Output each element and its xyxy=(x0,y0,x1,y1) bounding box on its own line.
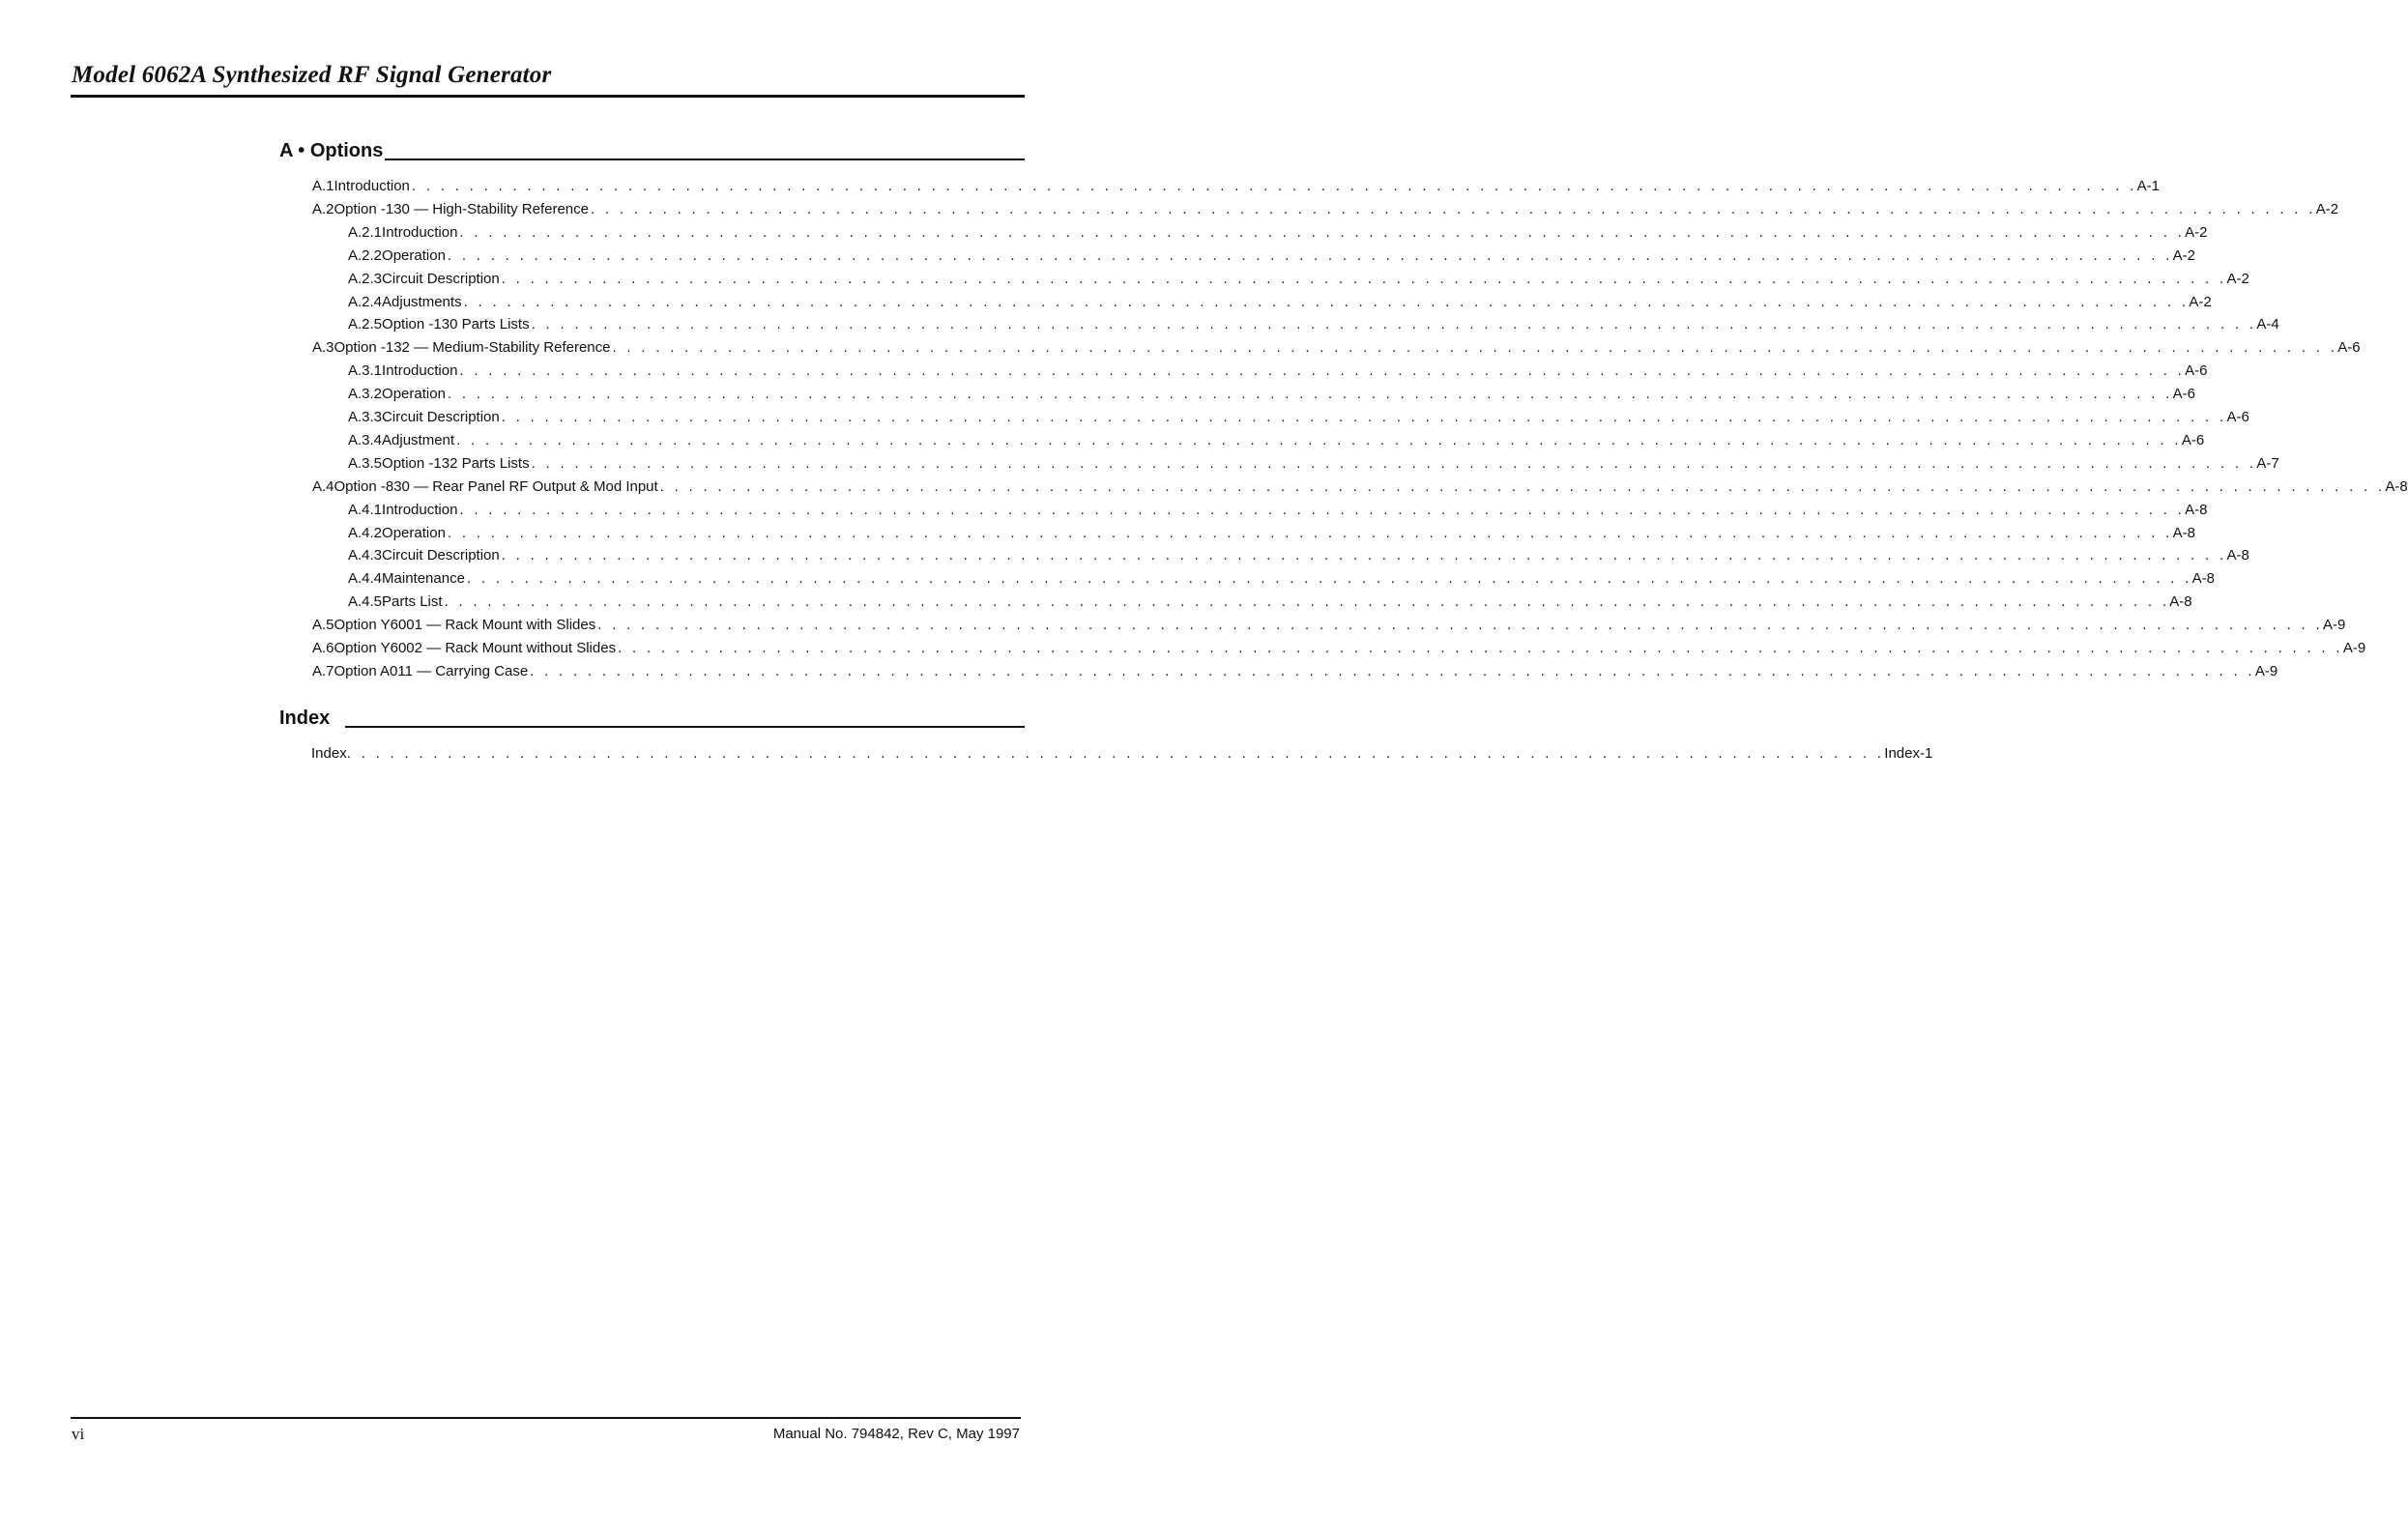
toc-entry-page: A-8 xyxy=(2172,524,2195,541)
toc-entry-title: Option -130 — High-Stability Reference xyxy=(334,200,589,217)
toc-entry-leader: . . . . . . . . . . . . . . . . . . . . . . . . . . . . . . . . . . . . . . . . . . . . . . . . . . . . . . . . . . . . . . . . . . . . . . . . . . . . . . . . . . . . . . . . . . . . . . . . . . . . . . . . . . . . . . . . . . . . . . . . xyxy=(597,616,2323,633)
toc-entry-number: A.2.5 xyxy=(348,315,383,332)
section-heading-index xyxy=(279,706,1025,729)
toc-entry-title: Circuit Description xyxy=(382,408,500,425)
toc-entry-number: A.6 xyxy=(312,639,334,656)
toc-entry-leader: . . . . . . . . . . . . . . . . . . . . . . . . . . . . . . . . . . . . . . . . . . . . . . . . . . . . . . . . . . . . . . . . . . . . . . . . . . . . . . . . . . . . . . . . . . . . . . . . . . . . . . . . . . . xyxy=(346,744,1885,762)
toc-entry-number: A.2 xyxy=(312,200,334,217)
header-rule xyxy=(71,95,1025,98)
toc-entry-title: Adjustment xyxy=(382,431,455,448)
toc-entry-title: Circuit Description xyxy=(382,546,500,563)
toc-entry-title: Operation xyxy=(382,385,446,402)
toc-entry-title: Option Y6001 — Rack Mount with Slides xyxy=(334,616,596,633)
toc-entry-leader: . . . . . . . . . . . . . . . . . . . . . . . . . . . . . . . . . . . . . . . . . . . . . . . . . . . . . . . . . . . . . . . . . . . . . . . . . . . . . . . . . . . . . . . . . . . . . . . . . . . . . . . . . . . . . . . . . . . . . . . . xyxy=(501,546,2227,563)
header-title: Model 6062A Synthesized RF Signal Generator xyxy=(72,62,552,88)
toc-entry-leader: . . . . . . . . . . . . . . . . . . . . . . . . . . . . . . . . . . . . . . . . . . . . . . . . . . . . . . . . . . . . . . . . . . . . . . . . . . . . . . . . . . . . . . . . . . . . . . . . . . . . . . . . . . . . . . . . . . . . . . . . xyxy=(411,177,2137,194)
toc-entry-page: A-6 xyxy=(2337,338,2361,356)
toc-entry-leader: . . . . . . . . . . . . . . . . . . . . . . . . . . . . . . . . . . . . . . . . . . . . . . . . . . . . . . . . . . . . . . . . . . . . . . . . . . . . . . . . . . . . . . . . . . . . . . . . . . . . . . . . . . . . . . . . . . . . . . . . xyxy=(444,592,2170,610)
toc-entry-title: Operation xyxy=(382,524,446,541)
toc-entry-index[interactable] xyxy=(311,741,1933,765)
toc-entry-page: A-9 xyxy=(2342,639,2366,656)
section-heading-label: A • Options xyxy=(279,140,384,161)
toc-entry-number: A.4.2 xyxy=(348,524,383,541)
toc-entry-title: Option -132 Parts Lists xyxy=(382,454,530,472)
footer-page-number: vi xyxy=(72,1425,85,1443)
toc-entry-number: A.3.4 xyxy=(348,431,383,448)
toc-entry-title: Operation xyxy=(382,246,446,264)
toc-entry-number: A.2.4 xyxy=(348,293,383,310)
toc-entry-page: A-2 xyxy=(2315,200,2339,217)
toc-entry[interactable] xyxy=(312,475,2408,498)
toc-entry-page: A-2 xyxy=(2189,293,2212,310)
toc-entry-title: Adjustments xyxy=(382,293,462,310)
section-heading-rule xyxy=(345,726,1025,728)
toc-entry-leader: . . . . . . . . . . . . . . . . . . . . . . . . . . . . . . . . . . . . . . . . . . . . . . . . . . . . . . . . . . . . . . . . . . . . . . . . . . . . . . . . . . . . . . . . . . . . . . . . . . . . . . . . . . . . . . . . . . . . . . . . xyxy=(501,408,2227,425)
toc-entry[interactable] xyxy=(312,659,2278,682)
toc-entry-page: A-9 xyxy=(2322,616,2346,633)
toc-entry[interactable] xyxy=(312,174,2160,197)
section-heading-options xyxy=(279,138,1025,161)
toc-entry[interactable] xyxy=(312,613,2346,636)
toc-entry-title: Option -830 — Rear Panel RF Output & Mod Input xyxy=(334,477,658,495)
toc-entry[interactable] xyxy=(348,220,2208,244)
toc-entry-leader: . . . . . . . . . . . . . . . . . . . . . . . . . . . . . . . . . . . . . . . . . . . . . . . . . . . . . . . . . . . . . . . . . . . . . . . . . . . . . . . . . . . . . . . . . . . . . . . . . . . . . . . . . . . . . . . . . . . . . . . . xyxy=(618,639,2343,656)
toc-entry-leader: . . . . . . . . . . . . . . . . . . . . . . . . . . . . . . . . . . . . . . . . . . . . . . . . . . . . . . . . . . . . . . . . . . . . . . . . . . . . . . . . . . . . . . . . . . . . . . . . . . . . . . . . . . . . . . . . . . . . . . . . xyxy=(459,361,2186,379)
toc-entry-page: A-6 xyxy=(2181,431,2205,448)
toc-entry-title: Introduction xyxy=(334,177,410,194)
toc-entry[interactable] xyxy=(348,451,2279,475)
toc-entry-page: A-8 xyxy=(2385,477,2408,495)
toc-entry-page: Index-1 xyxy=(1884,744,1933,762)
toc-entry-leader: . . . . . . . . . . . . . . . . . . . . . . . . . . . . . . . . . . . . . . . . . . . . . . . . . . . . . . . . . . . . . . . . . . . . . . . . . . . . . . . . . . . . . . . . . . . . . . . . . . . . . . . . . . . . . . . . . . . . . . . . xyxy=(447,385,2173,402)
toc-entry-leader: . . . . . . . . . . . . . . . . . . . . . . . . . . . . . . . . . . . . . . . . . . . . . . . . . . . . . . . . . . . . . . . . . . . . . . . . . . . . . . . . . . . . . . . . . . . . . . . . . . . . . . . . . . . . . . . . . . . . . . . . xyxy=(531,454,2257,472)
toc-entry-title: Option Y6002 — Rack Mount without Slides xyxy=(334,639,617,656)
toc-entry-page: A-8 xyxy=(2226,546,2249,563)
toc-entry-number: A.7 xyxy=(312,662,334,679)
toc-entry-leader: . . . . . . . . . . . . . . . . . . . . . . . . . . . . . . . . . . . . . . . . . . . . . . . . . . . . . . . . . . . . . . . . . . . . . . . . . . . . . . . . . . . . . . . . . . . . . . . . . . . . . . . . . . . . . . . . . . . . . . . . xyxy=(612,338,2338,356)
toc-entry[interactable] xyxy=(348,521,2195,544)
toc-entry-number: A.2.1 xyxy=(348,223,383,241)
toc-entry-title: Maintenance xyxy=(382,569,465,587)
toc-entry[interactable] xyxy=(348,359,2208,382)
toc-entry-page: A-7 xyxy=(2256,454,2279,472)
toc-entry[interactable] xyxy=(348,290,2212,313)
toc-entry-title: Parts List xyxy=(382,592,443,610)
toc-entry-number: A.3 xyxy=(312,338,334,356)
toc-entry[interactable] xyxy=(348,267,2249,290)
toc-entry[interactable] xyxy=(348,566,2216,590)
toc-entry-leader: . . . . . . . . . . . . . . . . . . . . . . . . . . . . . . . . . . . . . . . . . . . . . . . . . . . . . . . . . . . . . . . . . . . . . . . . . . . . . . . . . . . . . . . . . . . . . . . . . . . . . . . . . . . . . . . . . . . . . . . . xyxy=(459,501,2186,518)
toc-entry-page: A-6 xyxy=(2226,408,2249,425)
toc-entry-page: A-8 xyxy=(2191,569,2216,587)
toc-entry-title: Option -130 Parts Lists xyxy=(382,315,530,332)
toc-entry-leader: . . . . . . . . . . . . . . . . . . . . . . . . . . . . . . . . . . . . . . . . . . . . . . . . . . . . . . . . . . . . . . . . . . . . . . . . . . . . . . . . . . . . . . . . . . . . . . . . . . . . . . . . . . . . . . . . . . . . . . . . xyxy=(659,477,2386,495)
toc-entry-title: Introduction xyxy=(382,223,458,241)
toc-entry-number: A.3.1 xyxy=(348,361,383,379)
toc-entry-number: A.4.5 xyxy=(348,592,383,610)
toc-entry-number: A.5 xyxy=(312,616,334,633)
section-heading-label: Index xyxy=(279,708,331,729)
toc-entry[interactable] xyxy=(312,335,2361,359)
toc-entry-page: A-4 xyxy=(2256,315,2279,332)
toc-entry-title: Introduction xyxy=(382,361,458,379)
toc-entry[interactable] xyxy=(348,312,2279,335)
toc-entry-number: A.3.3 xyxy=(348,408,383,425)
toc-entry-number: A.4.4 xyxy=(348,569,383,587)
toc-entry-number: A.4 xyxy=(312,477,334,495)
toc-entry[interactable] xyxy=(312,197,2339,220)
toc-entry-page: A-2 xyxy=(2172,246,2195,264)
toc-entry-page: A-2 xyxy=(2185,223,2208,241)
section-heading-rule xyxy=(385,159,1025,160)
toc-entry-page: A-8 xyxy=(2185,501,2208,518)
footer-manual-number: Manual No. 794842, Rev C, May 1997 xyxy=(772,1426,1020,1442)
toc-entry-leader: . . . . . . . . . . . . . . . . . . . . . . . . . . . . . . . . . . . . . . . . . . . . . . . . . . . . . . . . . . . . . . . . . . . . . . . . . . . . . . . . . . . . . . . . . . . . . . . . . . . . . . . . . . . . . . . . . . . . . . . . xyxy=(447,246,2173,264)
toc-entry-title: Circuit Description xyxy=(382,270,500,287)
toc-entry-leader: . . . . . . . . . . . . . . . . . . . . . . . . . . . . . . . . . . . . . . . . . . . . . . . . . . . . . . . . . . . . . . . . . . . . . . . . . . . . . . . . . . . . . . . . . . . . . . . . . . . . . . . . . . . . . . . . . . . . . . . . xyxy=(463,293,2190,310)
toc-entry-leader: . . . . . . . . . . . . . . . . . . . . . . . . . . . . . . . . . . . . . . . . . . . . . . . . . . . . . . . . . . . . . . . . . . . . . . . . . . . . . . . . . . . . . . . . . . . . . . . . . . . . . . . . . . . . . . . . . . . . . . . . xyxy=(459,223,2186,241)
toc-entry-number: A.3.2 xyxy=(348,385,383,402)
toc-entry-leader: . . . . . . . . . . . . . . . . . . . . . . . . . . . . . . . . . . . . . . . . . . . . . . . . . . . . . . . . . . . . . . . . . . . . . . . . . . . . . . . . . . . . . . . . . . . . . . . . . . . . . . . . . . . . . . . . . . . . . . . . xyxy=(501,270,2227,287)
toc-entry-number: A.3.5 xyxy=(348,454,383,472)
toc-entry-page: A-1 xyxy=(2136,177,2160,194)
toc-entry-leader: . . . . . . . . . . . . . . . . . . . . . . . . . . . . . . . . . . . . . . . . . . . . . . . . . . . . . . . . . . . . . . . . . . . . . . . . . . . . . . . . . . . . . . . . . . . . . . . . . . . . . . . . . . . . . . . . . . . . . . . . xyxy=(466,569,2192,587)
toc-entry-leader: . . . . . . . . . . . . . . . . . . . . . . . . . . . . . . . . . . . . . . . . . . . . . . . . . . . . . . . . . . . . . . . . . . . . . . . . . . . . . . . . . . . . . . . . . . . . . . . . . . . . . . . . . . . . . . . . . . . . . . . . xyxy=(456,431,2182,448)
toc-entry-page: A-2 xyxy=(2226,270,2249,287)
toc-entry[interactable] xyxy=(348,498,2208,521)
toc-entry-page: A-6 xyxy=(2172,385,2195,402)
toc-entry-leader: . . . . . . . . . . . . . . . . . . . . . . . . . . . . . . . . . . . . . . . . . . . . . . . . . . . . . . . . . . . . . . . . . . . . . . . . . . . . . . . . . . . . . . . . . . . . . . . . . . . . . . . . . . . . . . . . . . . . . . . . xyxy=(447,524,2173,541)
toc-entry-number: A.4.3 xyxy=(348,546,383,563)
toc-entry[interactable] xyxy=(348,543,2249,566)
toc-entry[interactable] xyxy=(348,590,2192,613)
toc-entry-leader: . . . . . . . . . . . . . . . . . . . . . . . . . . . . . . . . . . . . . . . . . . . . . . . . . . . . . . . . . . . . . . . . . . . . . . . . . . . . . . . . . . . . . . . . . . . . . . . . . . . . . . . . . . . . . . . . . . . . . . . . xyxy=(530,662,2255,679)
toc-entry[interactable] xyxy=(312,636,2366,659)
toc-entry-number: A.1 xyxy=(312,177,334,194)
toc-entry-title: Index xyxy=(311,744,347,762)
footer-rule xyxy=(71,1417,1021,1419)
toc-entry-page: A-8 xyxy=(2169,592,2192,610)
toc-entry-page: A-6 xyxy=(2185,361,2208,379)
toc-entry[interactable] xyxy=(348,428,2205,451)
toc-entry[interactable] xyxy=(348,405,2249,428)
toc-entry-title: Option A011 — Carrying Case xyxy=(334,662,529,679)
toc-entry-title: Introduction xyxy=(382,501,458,518)
toc-entry-number: A.2.2 xyxy=(348,246,383,264)
toc-entry-leader: . . . . . . . . . . . . . . . . . . . . . . . . . . . . . . . . . . . . . . . . . . . . . . . . . . . . . . . . . . . . . . . . . . . . . . . . . . . . . . . . . . . . . . . . . . . . . . . . . . . . . . . . . . . . . . . . . . . . . . . . xyxy=(590,200,2316,217)
toc-entry-leader: . . . . . . . . . . . . . . . . . . . . . . . . . . . . . . . . . . . . . . . . . . . . . . . . . . . . . . . . . . . . . . . . . . . . . . . . . . . . . . . . . . . . . . . . . . . . . . . . . . . . . . . . . . . . . . . . . . . . . . . . xyxy=(531,315,2257,332)
toc-entry[interactable] xyxy=(348,382,2195,405)
toc-entry-number: A.2.3 xyxy=(348,270,383,287)
toc-entry-number: A.4.1 xyxy=(348,501,383,518)
toc-entry-title: Option -132 — Medium-Stability Reference xyxy=(334,338,611,356)
toc-entry-page: A-9 xyxy=(2254,662,2278,679)
toc-entry[interactable] xyxy=(348,244,2195,267)
